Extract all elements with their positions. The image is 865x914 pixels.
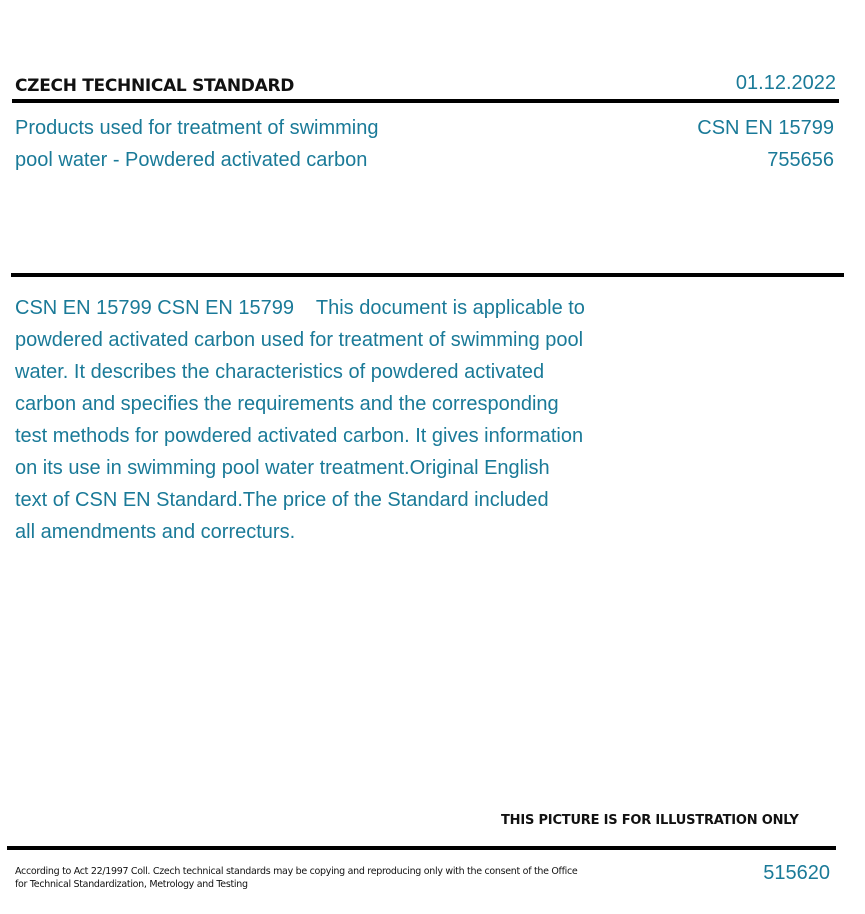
standard-title-line-2: pool water - Powdered activated carbon <box>15 149 368 171</box>
illustration-disclaimer: THIS PICTURE IS FOR ILLUSTRATION ONLY <box>501 813 799 828</box>
standard-description <box>15 292 655 548</box>
standard-title-line-1: Products used for treatment of swimming <box>15 117 379 139</box>
description-line: carbon and specifies the requirements and the corresponding <box>15 393 559 415</box>
description-line: text of CSN EN Standard.The price of the Standard included <box>15 489 549 511</box>
publication-date: 01.12.2022 <box>735 72 836 94</box>
footer-code: 515620 <box>763 862 830 884</box>
description-line: powdered activated carbon used for treatment of swimming pool <box>15 329 584 351</box>
description-line: water. It describes the characteristics of powdered activated <box>15 361 545 383</box>
legal-notice <box>15 865 577 891</box>
title-divider <box>11 273 844 277</box>
description-line: test methods for powdered activated carbon. It gives information <box>15 425 584 447</box>
header-divider <box>12 99 839 103</box>
description-line: all amendments and correcturs. <box>15 521 296 543</box>
standard-code: CSN EN 15799 <box>697 117 834 139</box>
description-line: CSN EN 15799 CSN EN 15799 This document is applicable to <box>15 297 585 319</box>
catalog-number: 755656 <box>767 149 834 171</box>
document-header-title: CZECH TECHNICAL STANDARD <box>15 76 295 96</box>
footer-divider <box>7 846 836 850</box>
description-line: on its use in swimming pool water treatment.Original English <box>15 457 550 479</box>
legal-notice-line: According to Act 22/1997 Coll. Czech technical standards may be copying and reproducing only with the consent of the Office <box>15 866 578 877</box>
legal-notice-line: for Technical Standardization, Metrology and Testing <box>15 879 248 890</box>
